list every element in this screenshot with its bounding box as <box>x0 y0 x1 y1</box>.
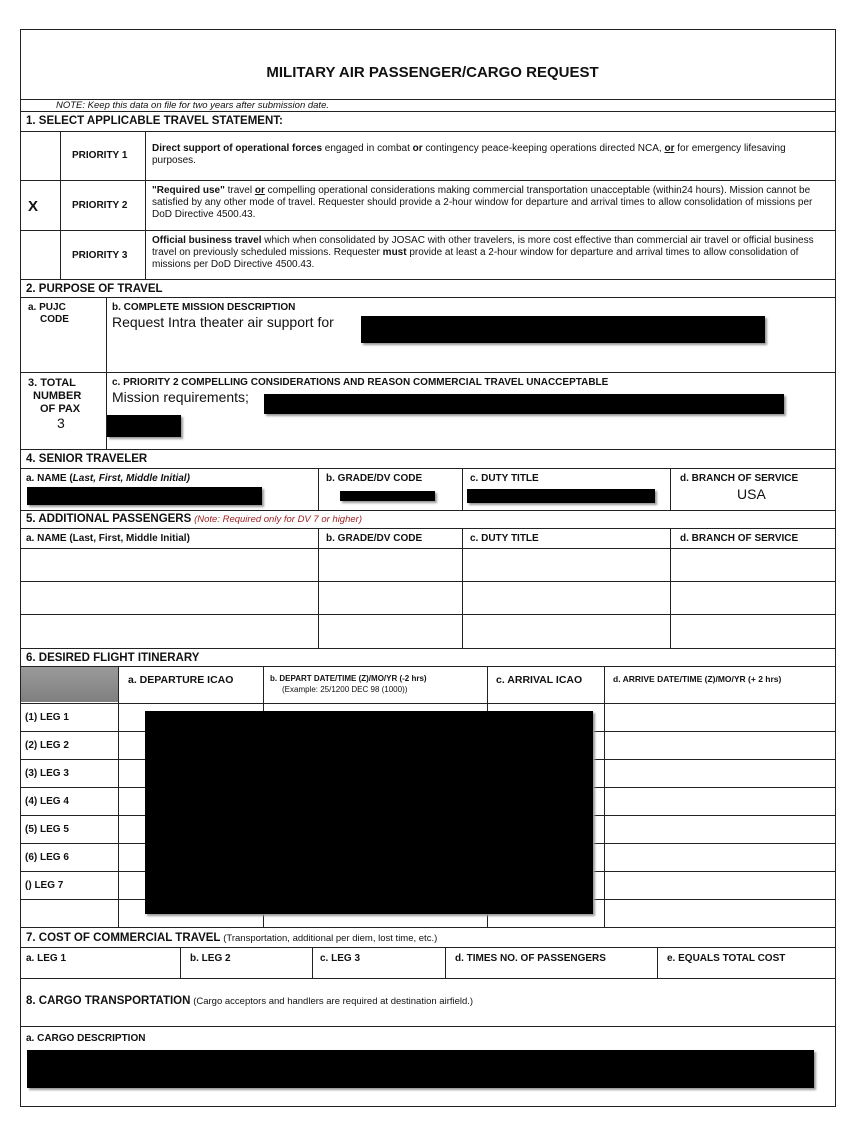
total-pax-label-3: OF PAX <box>40 403 81 415</box>
senior-name-label: a. NAME (Last, First, Middle Initial) <box>26 473 190 484</box>
section-5-header: 5. ADDITIONAL PASSENGERS (Note: Required only for DV 7 or higher) <box>26 513 362 525</box>
additional-duty-label: c. DUTY TITLE <box>470 533 539 544</box>
leg-7-label: () LEG 7 <box>25 880 64 891</box>
total-pax-value[interactable]: 3 <box>57 415 65 431</box>
leg-6-label: (6) LEG 6 <box>25 852 69 863</box>
section-7-header: 7. COST OF COMMERCIAL TRAVEL (Transportation, additional per diem, lost time, etc.) <box>26 932 438 944</box>
cost-leg-3-label: c. LEG 3 <box>320 953 361 964</box>
priority-3-text: Official business travel which when consolidated by JOSAC with other travelers, is more cost effective than commercial air travel or official business travel on previously scheduled missions. Requester must provide at least a 2-hour window for departure and arrival times to allow consolidation of missions per DoD Directive 4500.43. <box>152 235 814 270</box>
pujc-label: a. PUJC <box>28 302 66 313</box>
mission-description-label: b. COMPLETE MISSION DESCRIPTION <box>112 302 296 313</box>
leg-3-label: (3) LEG 3 <box>25 768 69 779</box>
cost-leg-1-label: a. LEG 1 <box>26 953 67 964</box>
leg-5-label: (5) LEG 5 <box>25 824 69 835</box>
retention-note: NOTE: Keep this data on file for two years after submission date. <box>56 100 329 111</box>
priority-3-label: PRIORITY 3 <box>72 250 128 261</box>
section-1-header: 1. SELECT APPLICABLE TRAVEL STATEMENT: <box>26 115 283 127</box>
redaction-senior-duty <box>467 489 655 503</box>
senior-duty-label: c. DUTY TITLE <box>470 473 539 484</box>
itinerary-corner-shading <box>21 667 118 702</box>
senior-branch-label: d. BRANCH OF SERVICE <box>680 473 799 484</box>
total-pax-label-2: NUMBER <box>33 390 82 402</box>
cost-times-passengers-label: d. TIMES NO. OF PASSENGERS <box>455 953 606 964</box>
priority-2-label: PRIORITY 2 <box>72 200 128 211</box>
section-2-header: 2. PURPOSE OF TRAVEL <box>26 283 163 295</box>
cost-total-label: e. EQUALS TOTAL COST <box>667 953 786 964</box>
redaction-mission <box>361 316 765 343</box>
priority-2-reason-label: c. PRIORITY 2 COMPELLING CONSIDERATIONS AND REASON COMMERCIAL TRAVEL UNACCEPTABLE <box>112 377 609 388</box>
redaction-reason <box>264 394 784 414</box>
section-4-header: 4. SENIOR TRAVELER <box>26 453 148 465</box>
total-pax-label: 3. TOTAL <box>28 377 76 389</box>
cost-leg-2-label: b. LEG 2 <box>190 953 231 964</box>
priority-1-text: Direct support of operational forces engaged in combat or contingency peace-keeping operations directed NCA, or for emergency lifesaving purposes. <box>152 143 786 166</box>
senior-branch-value[interactable]: USA <box>737 486 766 502</box>
arrive-datetime-label: d. ARRIVE DATE/TIME (Z)/MO/YR (+ 2 hrs) <box>613 674 782 684</box>
additional-branch-label: d. BRANCH OF SERVICE <box>680 533 799 544</box>
priority-2-text: "Required use" travel or compelling operational considerations making commercial transportation unacceptable (within24 hours). Mission cannot be satisfied by any other mode of travel. Requester should provide a 2-hour window for departure and arrival times to allow consolidation of missions per DoD Directive 4500.43. <box>152 185 813 220</box>
additional-grade-label: b. GRADE/DV CODE <box>326 533 423 544</box>
priority-2-reason-value[interactable]: Mission requirements; <box>112 389 249 405</box>
leg-2-label: (2) LEG 2 <box>25 740 69 751</box>
priority-1-label: PRIORITY 1 <box>72 150 128 161</box>
depart-datetime-example: (Example: 25/1200 DEC 98 (1000)) <box>282 685 408 694</box>
pujc-label-2: CODE <box>40 314 69 325</box>
redaction-cargo <box>27 1050 814 1088</box>
redaction-senior-grade <box>340 491 435 501</box>
priority-2-selected-mark[interactable]: X <box>28 198 39 215</box>
cargo-description-label: a. CARGO DESCRIPTION <box>26 1033 146 1044</box>
section-6-header: 6. DESIRED FLIGHT ITINERARY <box>26 652 200 664</box>
section-8-header: 8. CARGO TRANSPORTATION (Cargo acceptors and handlers are required at destination airfield.) <box>26 995 474 1007</box>
departure-icao-label: a. DEPARTURE ICAO <box>128 674 234 686</box>
redaction-itinerary <box>145 711 593 914</box>
arrival-icao-label: c. ARRIVAL ICAO <box>496 674 583 686</box>
leg-4-label: (4) LEG 4 <box>25 796 69 807</box>
leg-1-label: (1) LEG 1 <box>25 712 69 723</box>
redaction-reason-2 <box>107 415 181 437</box>
form-title: MILITARY AIR PASSENGER/CARGO REQUEST <box>266 64 599 81</box>
senior-grade-label: b. GRADE/DV CODE <box>326 473 423 484</box>
redaction-senior-name <box>27 487 262 505</box>
additional-name-label: a. NAME (Last, First, Middle Initial) <box>26 533 190 544</box>
mission-description-value[interactable]: Request Intra theater air support for <box>112 314 334 330</box>
depart-datetime-label: b. DEPART DATE/TIME (Z)/MO/YR (-2 hrs) <box>270 674 427 683</box>
